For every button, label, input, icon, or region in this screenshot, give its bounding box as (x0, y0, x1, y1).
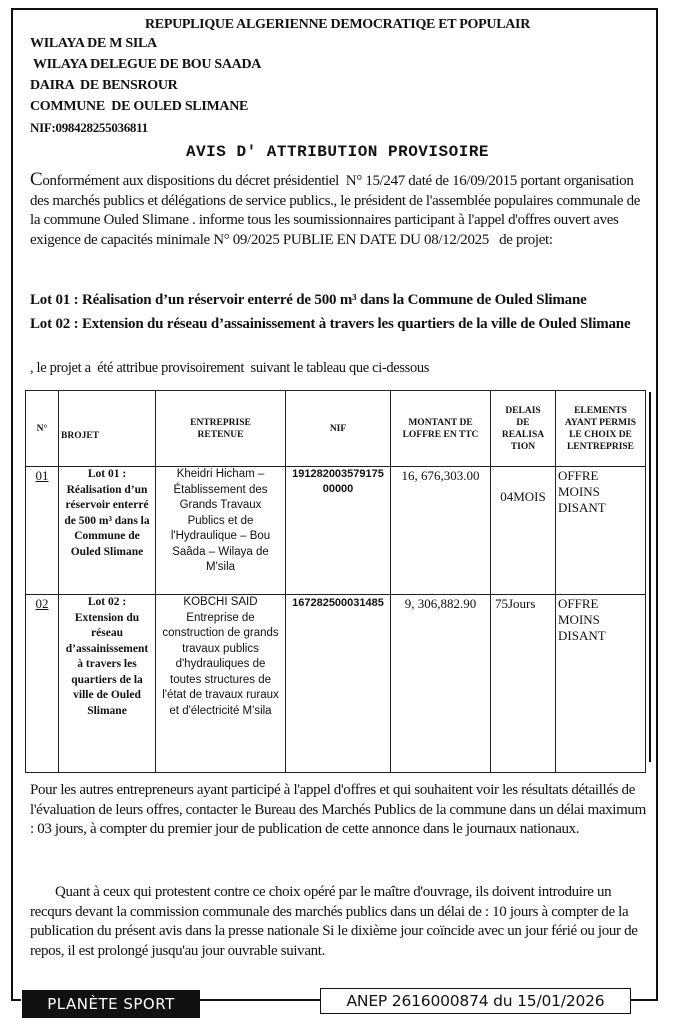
header-projet: BROJET (59, 391, 156, 467)
nif-line: NIF:098428255036811 (30, 120, 148, 135)
header-entreprise: ENTREPRISE RETENUE (156, 391, 286, 467)
recours-paragraph: Quant à ceux qui protestent contre ce choix opéré par le maître d'ouvrage, ils doivent introduire un recqurs devant la commission communale des marchés publics dans un délai de : 10 jours à compter de la publication du présent avis dans la presse nationale Si le dixième jour coïncide avec un jour férié ou jour de repos, il est prolongé jusqu'au jour ouvrable suivant. (30, 884, 638, 959)
frame-rule (631, 999, 658, 1001)
row-projet: Lot 01 : Réalisation d’un réservoir enterré de 500 m³ dans la Commune de Ouled Slimane (59, 467, 156, 595)
row-elements: OFFRE MOINS DISANT (556, 467, 646, 595)
intro-paragraph (30, 170, 650, 250)
header-no: N° (26, 391, 59, 467)
country-heading: REPUPLIQUE ALGERIENNE DEMOCRATIQE ET POPULAIR (144, 17, 531, 32)
dropcap: C (30, 169, 43, 190)
frame-rule (200, 999, 320, 1001)
notice-title: AVIS D' ATTRIBUTION PROVISOIRE (185, 143, 490, 161)
row-number: 02 (26, 595, 59, 773)
table-row (26, 467, 646, 595)
row-delais: 75Jours (491, 595, 556, 773)
row-montant: 16, 676,303.00 (391, 467, 491, 595)
row-nif: 19128200357917500000 (286, 467, 391, 595)
row-number: 01 (26, 467, 59, 595)
row-entreprise: KOBCHI SAID Entreprise de construction de grands travaux publics d'hydrauliques de toutes structures de l'état de travaux ruraux et d'électricité M'sila (156, 595, 286, 773)
row-delais: 04MOIS (491, 467, 556, 595)
wilaya-line: WILAYA DE M SILA (30, 36, 157, 51)
anep-reference: ANEP 2616000874 du 15/01/2026 (320, 988, 631, 1014)
row-elements: OFFRE MOINS DISANT (556, 595, 646, 773)
table-row (26, 595, 646, 773)
lot-01-line: Lot 01 : Réalisation d’un réservoir enterré de 500 m³ dans la Commune de Ouled Slimane (30, 292, 587, 308)
frame-rule (11, 999, 21, 1001)
intro-text: onformément aux dispositions du décret présidentiel N° 15/247 daté de 16/09/2015 portant organisation des marchés publics et délégations de service publics., le président de l'assemblée populaires communale de la commune Ouled Slimane . informe tous les soumissionnaires participant à l'appel d'offres ouvert aves exigence de capacités minimale N° 09/2025 PUBLIE EN DATE DU 08/12/2025 de projet: (30, 173, 644, 248)
commune-line: COMMUNE DE OULED SLIMANE (30, 99, 249, 114)
header-nif: NIF (286, 391, 391, 467)
row-projet: Lot 02 : Extension du réseau d’assainissement à travers les quartiers de la ville de Ouled Slimane (59, 595, 156, 773)
table-header-row (26, 391, 646, 467)
header-montant: MONTANT DE LOFFRE EN TTC (391, 391, 491, 467)
wilaya-delegue-line: WILAYA DELEGUE DE BOU SAADA (30, 57, 262, 72)
daira-line: DAIRA DE BENSROUR (30, 78, 178, 93)
attribution-note: , le projet a été attribue provisoirement suivant le tableau que ci-dessous (30, 360, 430, 376)
header-elements: ELEMENTS AYANT PERMIS LE CHOIX DE LENTREPRISE (556, 391, 646, 467)
row-entreprise: Kheidri Hicham – Établissement des Grands Travaux Publics et de l'Hydraulique – Bou Saâda – Wilaya de M'sila (156, 467, 286, 595)
row-nif: 167282500031485 (286, 595, 391, 773)
header-delais: DELAIS DE REALISA TION (491, 391, 556, 467)
lot-02-line: Lot 02 : Extension du réseau d’assainissement à travers les quartiers de la ville de Ouled Slimane (30, 316, 631, 332)
table-rule (649, 392, 651, 762)
row-montant: 9, 306,882.90 (391, 595, 491, 773)
awards-table (25, 390, 646, 773)
publication-badge: PLANÈTE SPORT (22, 990, 200, 1018)
results-paragraph: Pour les autres entrepreneurs ayant participé à l'appel d'offres et qui souhaitent voir les résultats détaillés de l'évaluation de leurs offres, contacter le Bureau des Marchés Publics de la commune dans un délai maximum : 03 jours, à compter du premier jour de publication de cette annonce dans le journaux nationaux. (30, 782, 646, 837)
